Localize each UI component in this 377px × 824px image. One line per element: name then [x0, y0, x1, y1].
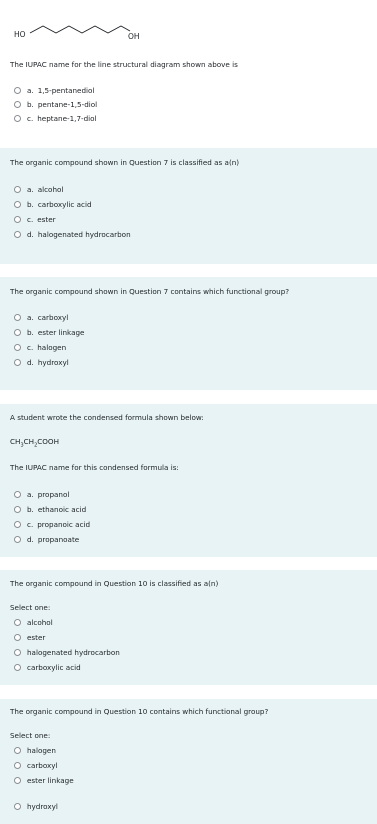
option-b[interactable]: b. ester linkage [14, 328, 84, 337]
line-structure-diagram [8, 14, 168, 54]
radio-button[interactable] [14, 803, 21, 810]
radio-button[interactable] [14, 634, 21, 641]
diagram-left-label: HO [14, 30, 26, 39]
radio-button[interactable] [14, 115, 21, 122]
option-carboxylic-acid[interactable]: carboxylic acid [14, 663, 81, 672]
question-intro: A student wrote the condensed formula shown below: [10, 413, 204, 422]
option-halogen[interactable]: halogen [14, 746, 56, 755]
radio-button[interactable] [14, 101, 21, 108]
option-alcohol[interactable]: alcohol [14, 618, 53, 627]
option-a[interactable]: a. alcohol [14, 185, 63, 194]
option-ester[interactable]: ester [14, 633, 45, 642]
option-d[interactable]: d. hydroxyl [14, 358, 69, 367]
option-b[interactable]: b. carboxylic acid [14, 200, 92, 209]
option-a[interactable]: a. 1,5-pentanediol [14, 86, 94, 95]
option-a[interactable]: a. propanol [14, 490, 69, 499]
option-c[interactable]: c. ester [14, 215, 56, 224]
option-hydroxyl[interactable]: hydroxyl [14, 802, 58, 811]
radio-button[interactable] [14, 506, 21, 513]
radio-button[interactable] [14, 491, 21, 498]
option-halogenated-hydrocarbon[interactable]: halogenated hydrocarbon [14, 648, 120, 657]
radio-button[interactable] [14, 359, 21, 366]
radio-button[interactable] [14, 649, 21, 656]
option-b[interactable]: b. pentane-1,5-diol [14, 100, 97, 109]
question-text: The organic compound shown in Question 7 contains which functional group? [10, 287, 290, 296]
condensed-formula: $CH_3CH_2COOH$ [10, 437, 59, 449]
radio-button[interactable] [14, 521, 21, 528]
question-5 [0, 570, 377, 685]
diagram-right-label: OH [128, 32, 140, 41]
question-4 [0, 404, 377, 557]
radio-button[interactable] [14, 201, 21, 208]
select-one-label: Select one: [10, 731, 51, 740]
option-c[interactable]: c. heptane-1,7-diol [14, 114, 97, 123]
radio-button[interactable] [14, 762, 21, 769]
option-c[interactable]: c. propanoic acid [14, 520, 90, 529]
question-text: The IUPAC name for this condensed formula is: [10, 463, 179, 472]
radio-button[interactable] [14, 186, 21, 193]
radio-button[interactable] [14, 231, 21, 238]
question-3 [0, 277, 377, 390]
question-2 [0, 148, 377, 264]
radio-button[interactable] [14, 87, 21, 94]
option-d[interactable]: d. halogenated hydrocarbon [14, 230, 131, 239]
question-text: The IUPAC name for the line structural diagram shown above is [10, 60, 238, 69]
option-a[interactable]: a. carboxyl [14, 313, 68, 322]
radio-button[interactable] [14, 329, 21, 336]
question-text: The organic compound shown in Question 7 is classified as a(n) [10, 158, 240, 167]
select-one-label: Select one: [10, 603, 51, 612]
question-text: The organic compound in Question 10 is classified as a(n) [10, 579, 219, 588]
option-b[interactable]: b. ethanoic acid [14, 505, 86, 514]
option-ester-linkage[interactable]: ester linkage [14, 776, 74, 785]
radio-button[interactable] [14, 747, 21, 754]
radio-button[interactable] [14, 216, 21, 223]
option-d[interactable]: d. propanoate [14, 535, 79, 544]
option-c[interactable]: c. halogen [14, 343, 66, 352]
radio-button[interactable] [14, 344, 21, 351]
radio-button[interactable] [14, 536, 21, 543]
question-6 [0, 699, 377, 824]
question-text: The organic compound in Question 10 contains which functional group? [10, 707, 269, 716]
radio-button[interactable] [14, 619, 21, 626]
option-carboxyl[interactable]: carboxyl [14, 761, 58, 770]
radio-button[interactable] [14, 314, 21, 321]
radio-button[interactable] [14, 777, 21, 784]
question-1 [0, 0, 377, 132]
radio-button[interactable] [14, 664, 21, 671]
